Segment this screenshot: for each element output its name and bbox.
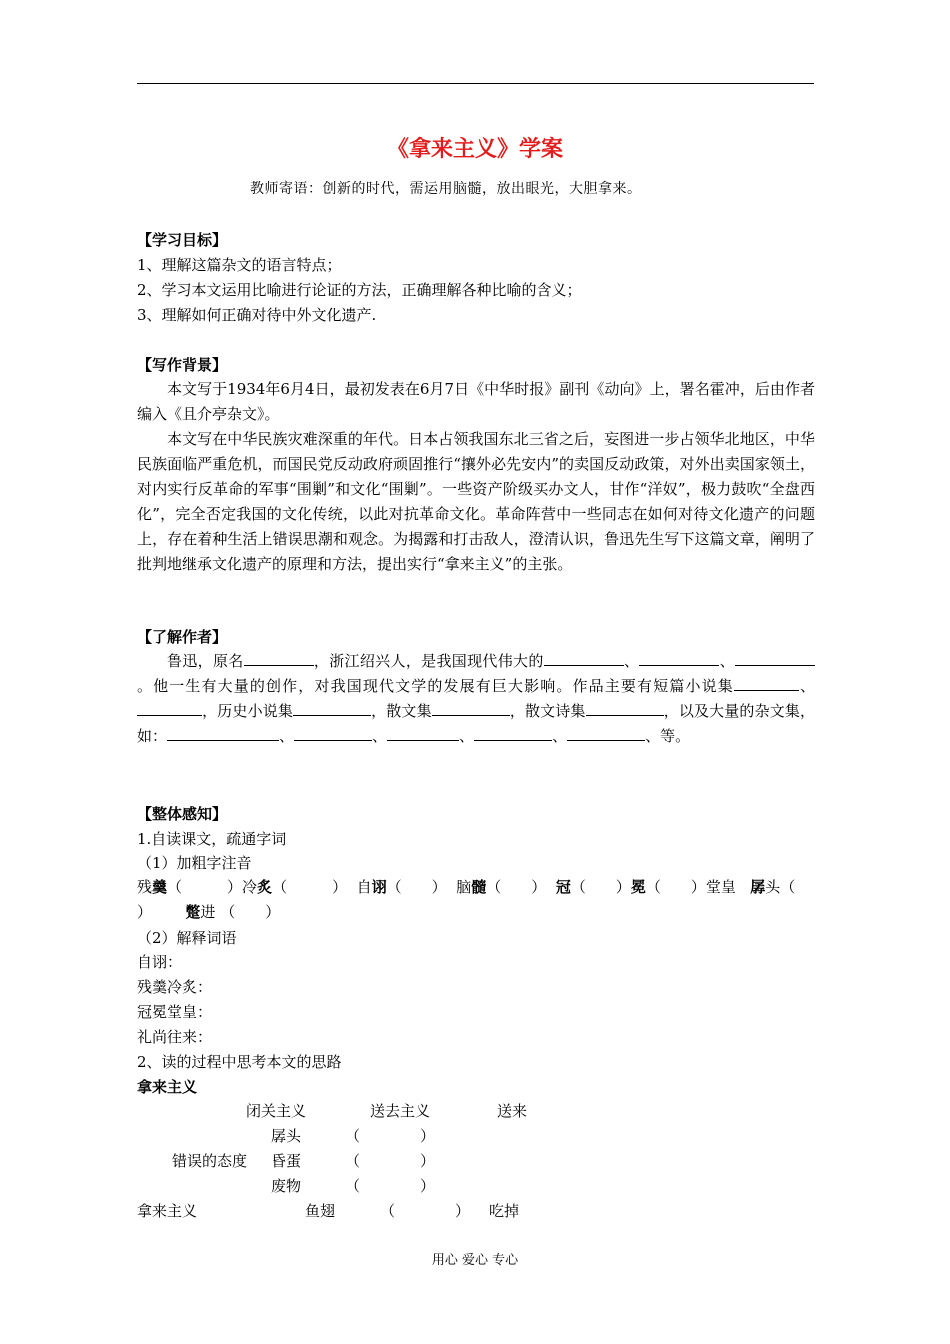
separator: 、 [552,727,568,745]
page-title: 《拿来主义》学案 [386,137,563,162]
teacher-motto: 教师寄语：创新的时代，需运用脑髓，放出眼光，大胆拿来。 [250,181,642,197]
pinyin-blank[interactable]: （ ） [272,878,348,896]
pinyin-blank[interactable]: （ ） [167,878,243,896]
blank-essay-collection[interactable] [474,725,552,741]
pinyin-blank[interactable]: （ ） [645,878,706,896]
separator: 、 [459,727,475,745]
outline-heading: 拿来主义 [137,1078,198,1096]
blank-essay[interactable] [432,700,510,716]
blank-prose-poem[interactable] [586,700,664,716]
outline-last-label: 拿来主义 [137,1202,198,1220]
outline-blank[interactable]: （ ） [380,1202,471,1220]
pinyin-subheading: （1）加粗字注音 [137,854,252,872]
pinyin-word: 残羹 [137,878,168,896]
pinyin-word: 脑髓 [456,878,487,896]
pinyin-blank[interactable]: （ ） [486,878,547,896]
goal-item: 3、理解如何正确对待中外文化遗产. [137,306,377,324]
author-text-part: ，浙江绍兴人，是我国现代伟大的 [313,652,544,670]
author-text [137,649,815,749]
pinyin-word: 孱头 [750,878,781,896]
outline-blank[interactable]: （ ） [345,1152,436,1170]
background-text [137,377,815,577]
overall-item-2: 2、读的过程中思考本文的思路 [137,1053,342,1071]
pinyin-row-1: 残羹（ ）冷炙（ ） 自诩（ ） 脑髓（ ） 冠（ ）冕（ ）堂皇 孱头（ [137,878,796,896]
page-footer: 用心 爱心 专心 [431,1253,519,1268]
blank-essay-collection[interactable] [567,725,645,741]
blank-original-name[interactable] [244,650,314,666]
outline-blank[interactable]: （ ） [345,1177,436,1195]
blank-identity[interactable] [639,650,719,666]
author-text-part: 等。 [660,727,691,745]
outline-wrong-item: 昏蛋 [271,1152,302,1170]
header-rule [137,83,814,84]
outline-last-end: 吃掉 [489,1202,520,1220]
blank-identity[interactable] [544,650,624,666]
goals-heading: 【学习目标】 [137,231,228,249]
blank-essay-collection[interactable] [387,725,459,741]
separator: 、 [372,727,388,745]
blank-short-story[interactable] [734,675,799,691]
pinyin-word: 蹩进 [185,903,216,921]
background-paragraph: 本文写于1934年6月4日，最初发表在6月7日《中华时报》副刊《动向》上，署名霍冲，后由作者编入《且介亭杂文》。 [137,380,815,423]
pinyin-blank[interactable]: （ ） [386,878,447,896]
background-paragraph: 本文写在中华民族灾难深重的年代。日本占领我国东北三省之后，妄图进一步占领华北地区，中华民族面临严重危机，而国民党反动政府顽固推行“攘外必先安内”的卖国反动政策，对外出卖国家领土，对内实行反革命的军事“围剿”和文化“围剿”。一些资产阶级买办文人，甘作“洋奴”，极力鼓吹“全盘西化”，完全否定我国的文化传统，以此对抗革命文化。革命阵营中一些同志在如何对待文化遗产的问题上，存在着种生活上错误思潮和观念。为揭露和打击敌人，澄清认识，鲁迅先生写下这篇文章，阐明了批判地继承文化遗产的原理和方法，提出实行“拿来主义”的主张。 [137,430,815,573]
term-item: 自诩： [137,953,183,971]
background-heading: 【写作背景】 [137,356,228,374]
goal-item: 1、理解这篇杂文的语言特点； [137,256,342,274]
goal-item: 2、学习本文运用比喻进行论证的方法，正确理解各种比喻的含义； [137,281,582,299]
blank-identity[interactable] [735,650,815,666]
author-text-part: ，散文集 [371,702,432,720]
overall-item-1: 1.自读课文，疏通字词 [137,830,287,848]
outline-last-item: 鱼翅 [305,1202,336,1220]
separator: 、 [623,652,640,670]
author-text-part: 鲁迅，原名 [167,652,244,670]
pinyin-blank[interactable]: （ [780,878,796,896]
overall-heading: 【整体感知】 [137,805,228,823]
pinyin-word: 冠 [555,878,571,896]
blank-historical-novel[interactable] [293,700,371,716]
term-item: 冠冕堂皇： [137,1003,213,1021]
author-heading: 【了解作者】 [137,628,228,646]
separator: 、 [719,652,735,670]
author-text-part: ，历史小说集 [202,702,293,720]
term-item: 礼尚往来： [137,1028,213,1046]
blank-short-story[interactable] [137,700,202,716]
outline-blank[interactable]: （ ） [345,1127,436,1145]
separator: 、 [279,727,295,745]
pinyin-blank[interactable]: （ ） [220,903,281,921]
outline-wrong-item: 废物 [271,1177,302,1195]
outline-sendout: 送去主义 [370,1102,431,1120]
separator: 、 [645,727,661,745]
author-text-part: ，以及大量的杂文集，如： [137,702,815,745]
author-text-part: ，散文诗集 [509,702,586,720]
author-text-part: 。他一生有大量的创作，对我国现代文学的发展有巨大影响。作品主要有短篇小说集 [137,677,734,695]
pinyin-word: 自诩 [356,878,387,896]
blank-essay-collection[interactable] [294,725,372,741]
pinyin-word: 冕 [630,878,646,896]
term-item: 残羹冷炙： [137,978,213,996]
pinyin-word: 冷炙 [242,878,273,896]
pinyin-blank[interactable]: （ ） [570,878,631,896]
outline-closed: 闭关主义 [246,1102,307,1120]
pinyin-row-2 [137,901,280,922]
separator: 、 [798,677,815,695]
blank-essay-collection[interactable] [167,725,279,741]
outline-wrong-label: 错误的态度 [172,1152,248,1170]
outline-sendin: 送来 [497,1102,528,1120]
pinyin-blank[interactable]: ） [137,903,153,921]
terms-subheading: （2）解释词语 [137,929,237,947]
outline-wrong-item: 孱头 [271,1127,302,1145]
